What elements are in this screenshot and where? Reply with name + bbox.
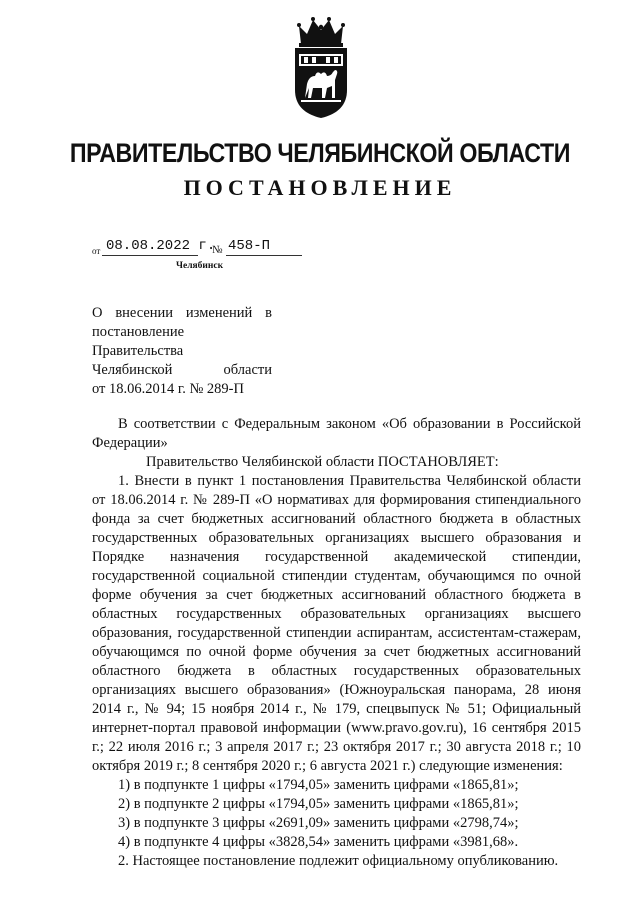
document-body (92, 415, 581, 871)
subject-line: Челябинской области (92, 362, 272, 378)
resolves-paragraph: Правительство Челябинской области ПОСТАНОВЛЯЕТ: (146, 454, 499, 470)
subject-line: О внесении изменений в (92, 305, 272, 321)
document-subject (92, 304, 272, 399)
date-prefix: от (92, 246, 101, 256)
city-name: Челябинск (176, 261, 224, 271)
preamble-paragraph: В соответствии с Федеральным законом «Об образовании в Российской Федерации» (92, 416, 581, 451)
subclause-4: 4) в подпункте 4 цифры «3828,54» заменить цифрами «3981,68». (118, 834, 519, 850)
document-date: 08.08.2022 г. (106, 238, 216, 254)
subclause-3: 3) в подпункте 3 цифры «2691,09» заменить цифрами «2798,74»; (118, 815, 519, 831)
clause-2-paragraph: 2. Настоящее постановление подлежит официальному опубликованию. (118, 853, 559, 869)
document-number: 458-П (228, 238, 271, 254)
date-underline (102, 255, 198, 256)
coat-of-arms-emblem (289, 14, 353, 120)
date-number-line (92, 236, 412, 260)
government-title: ПРАВИТЕЛЬСТВО ЧЕЛЯБИНСКОЙ ОБЛАСТИ (69, 138, 571, 168)
subclause-2: 2) в подпункте 2 цифры «1794,05» заменить цифрами «1865,81»; (118, 796, 519, 812)
clause-1-paragraph: 1. Внести в пункт 1 постановления Правительства Челябинской области от 18.06.2014 г. № 289-П «О нормативах для формирования стипендиального фонда за счет бюджетных ассигнований областного бюджета в областных государственных образовательных организациях высшего образования и Порядке назначения государственной академической стипендии, государственной социальной стипендии студентам, обучающимся по очной форме обучения за счет бюджетных ассигнований областного бюджета в областных государственных образовательных организациях высшего образования, государственной стипендии аспирантам, ассистентам-стажерам, обучающимся по очной форме обучения за счет бюджетных ассигнований областного бюджета в областных государственных образовательных организациях высшего образования» (Южноуральская панорама, 28 июня 2014 г., № 94; 15 ноября 2014 г., № 179, спецвыпуск № 51; Официальный интернет-портал правовой информации (www.pravo.gov.ru), 16 сентября 2015 г.; 22 июля 2016 г.; 3 апреля 2017 г.; 23 октября 2017 г.; 30 августа 2018 г.; 10 октября 2019 г.; 8 сентября 2020 г.; 6 августа 2021 г.) следующие изменения: (92, 473, 581, 774)
subclause-1: 1) в подпункте 1 цифры «1794,05» заменить цифрами «1865,81»; (118, 777, 519, 793)
subject-line: от 18.06.2014 г. № 289-П (92, 381, 244, 397)
subject-line: постановление Правительства (92, 324, 185, 359)
number-underline (226, 255, 302, 256)
document-type: ПОСТАНОВЛЕНИЕ (183, 175, 457, 200)
number-prefix: № (212, 244, 223, 256)
